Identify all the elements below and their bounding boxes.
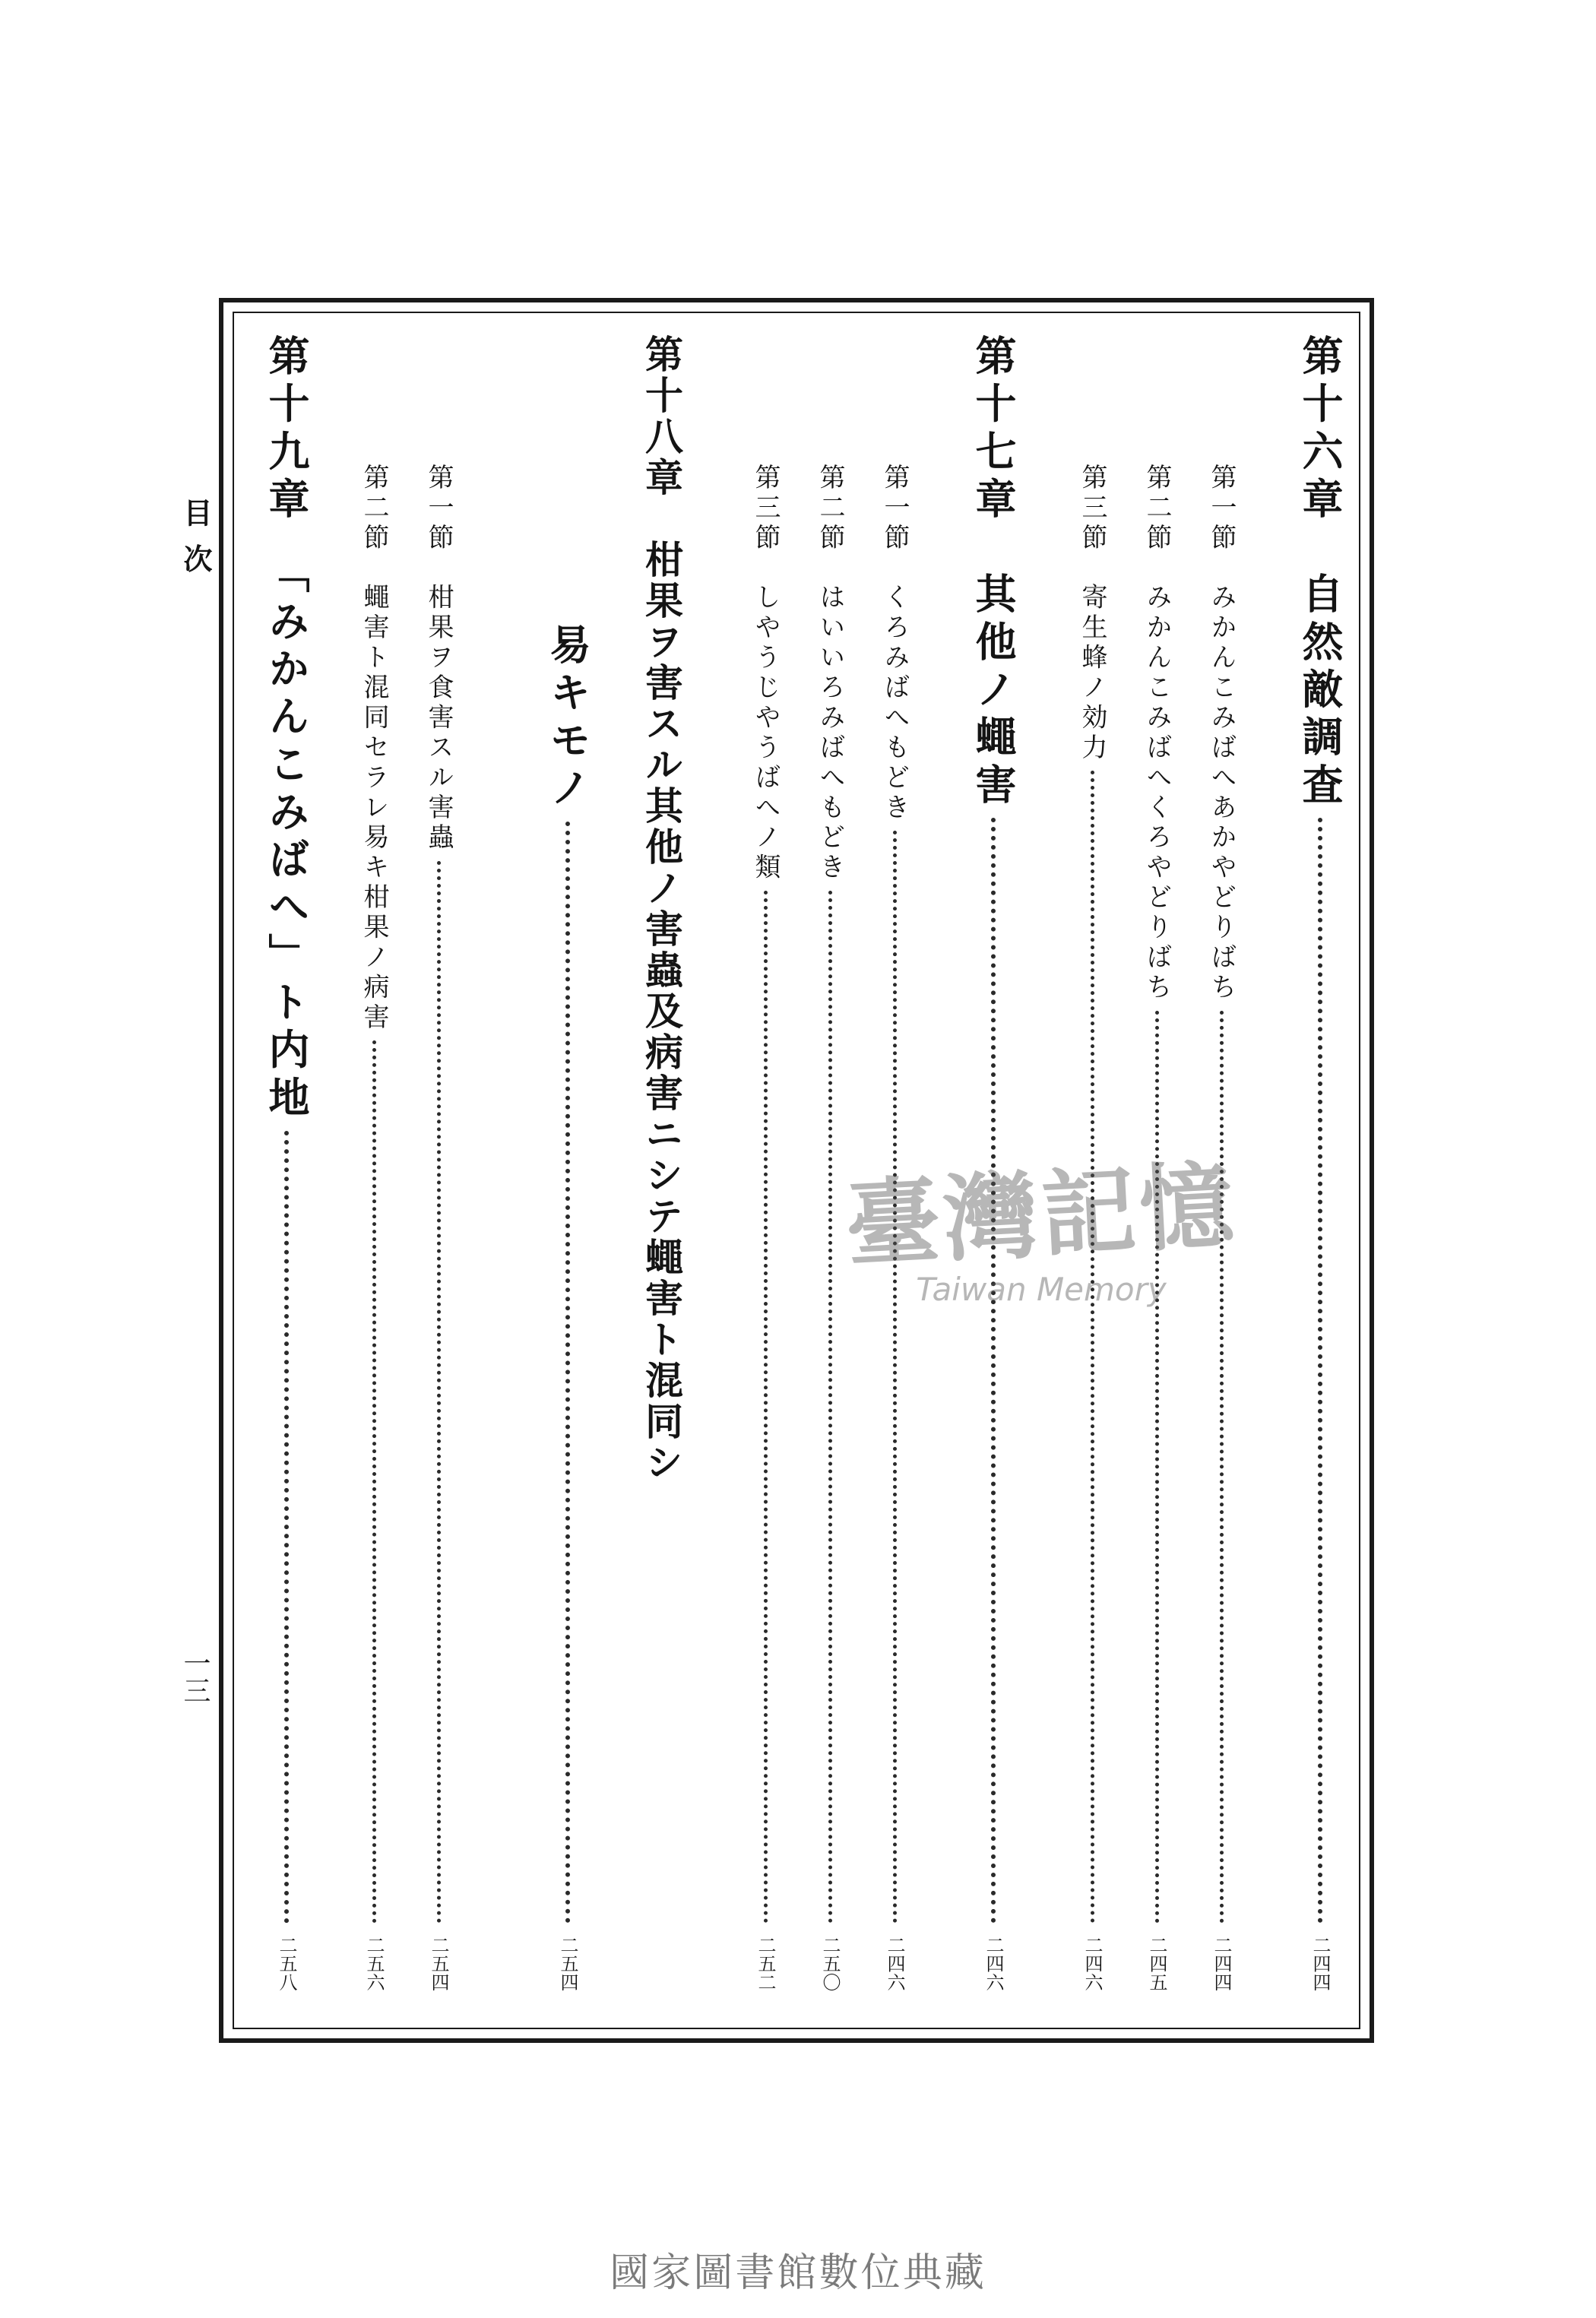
page-number: 一三 <box>179 1649 211 1704</box>
toc-entry-chapter-19[interactable] <box>262 334 311 1991</box>
toc-entry-title: 第三節 しやうじやうばへノ類 <box>750 464 781 884</box>
toc-entry-page: 二五二 <box>755 1935 776 1991</box>
toc-entry-title: 第二節 みかんこみばへくろやどりばち <box>1142 464 1172 1003</box>
watermark-logo <box>790 1140 1292 1308</box>
toc-entry-page: 二五四 <box>428 1935 449 1991</box>
toc-entry-section[interactable] <box>423 464 454 1991</box>
toc-entry-page: 二四六 <box>983 1935 1004 1991</box>
dot-leader <box>828 891 832 1923</box>
footer-credit: 國家圖書館數位典藏 <box>609 2250 987 2296</box>
toc-entry-page: 二五六 <box>363 1935 385 1991</box>
toc-entry-title: 第十九章 「みかんこみばへ」ト内地 <box>262 334 311 1123</box>
toc-entry-title: 第二節 蠅害ト混同セラレ易キ柑果ノ病害 <box>359 464 389 1034</box>
toc-entry-chapter-18-cont[interactable] <box>543 623 592 1991</box>
toc-entry-title: 易キモノ <box>543 623 592 814</box>
toc-entry-page: 二四四 <box>1211 1935 1232 1991</box>
toc-entry-title: 第一節 くろみばへもどき <box>879 464 910 824</box>
toc-entry-page: 二四六 <box>1081 1935 1103 1991</box>
toc-entry-title: 第十七章 其他ノ蠅害 <box>969 334 1018 811</box>
toc-entry-page: 二四五 <box>1146 1935 1167 1991</box>
dot-leader <box>1091 771 1094 1923</box>
dot-leader <box>437 861 441 1924</box>
dot-leader <box>991 818 996 1923</box>
toc-entry-title: 第一節 柑果ヲ食害スル害蟲 <box>423 464 454 853</box>
toc-entry-page: 二五八 <box>276 1935 297 1991</box>
toc-entry-page: 二四四 <box>1309 1935 1331 1991</box>
toc-entry-page: 二五四 <box>557 1935 578 1991</box>
toc-entry-title: 第二節 はいいろみばへもどき <box>815 464 845 884</box>
dot-leader <box>284 1131 289 1924</box>
toc-entry-section[interactable] <box>361 464 387 1991</box>
watermark-english: Taiwan Memory <box>916 1271 1167 1308</box>
dot-leader <box>764 891 768 1923</box>
toc-entry-chapter-16[interactable] <box>1296 334 1344 1991</box>
toc-entry-page: 二五〇 <box>819 1935 841 1991</box>
toc-entry-title: 第三節 寄生蜂ノ効力 <box>1077 464 1107 764</box>
watermark-text: 臺灣記憶 <box>843 1150 1240 1281</box>
dot-leader <box>893 831 897 1923</box>
toc-entry-page: 二四六 <box>884 1935 905 1991</box>
toc-entry-title: 第一節 みかんこみばへあかやどりばち <box>1206 464 1237 1003</box>
toc-entry-title: 第十八章 柑果ヲ害スル其他ノ害蟲及病害ニシテ蠅害ト混同シ <box>639 334 684 1484</box>
toc-entry-section[interactable] <box>750 464 781 1991</box>
running-header: 目次 <box>179 498 213 591</box>
dot-leader <box>372 1040 376 1923</box>
toc-entry-chapter-18[interactable] <box>639 334 684 1991</box>
toc-entry-title: 第十六章 自然敵調査 <box>1296 334 1344 811</box>
dot-leader <box>565 822 570 1924</box>
dot-leader <box>1318 818 1322 1923</box>
